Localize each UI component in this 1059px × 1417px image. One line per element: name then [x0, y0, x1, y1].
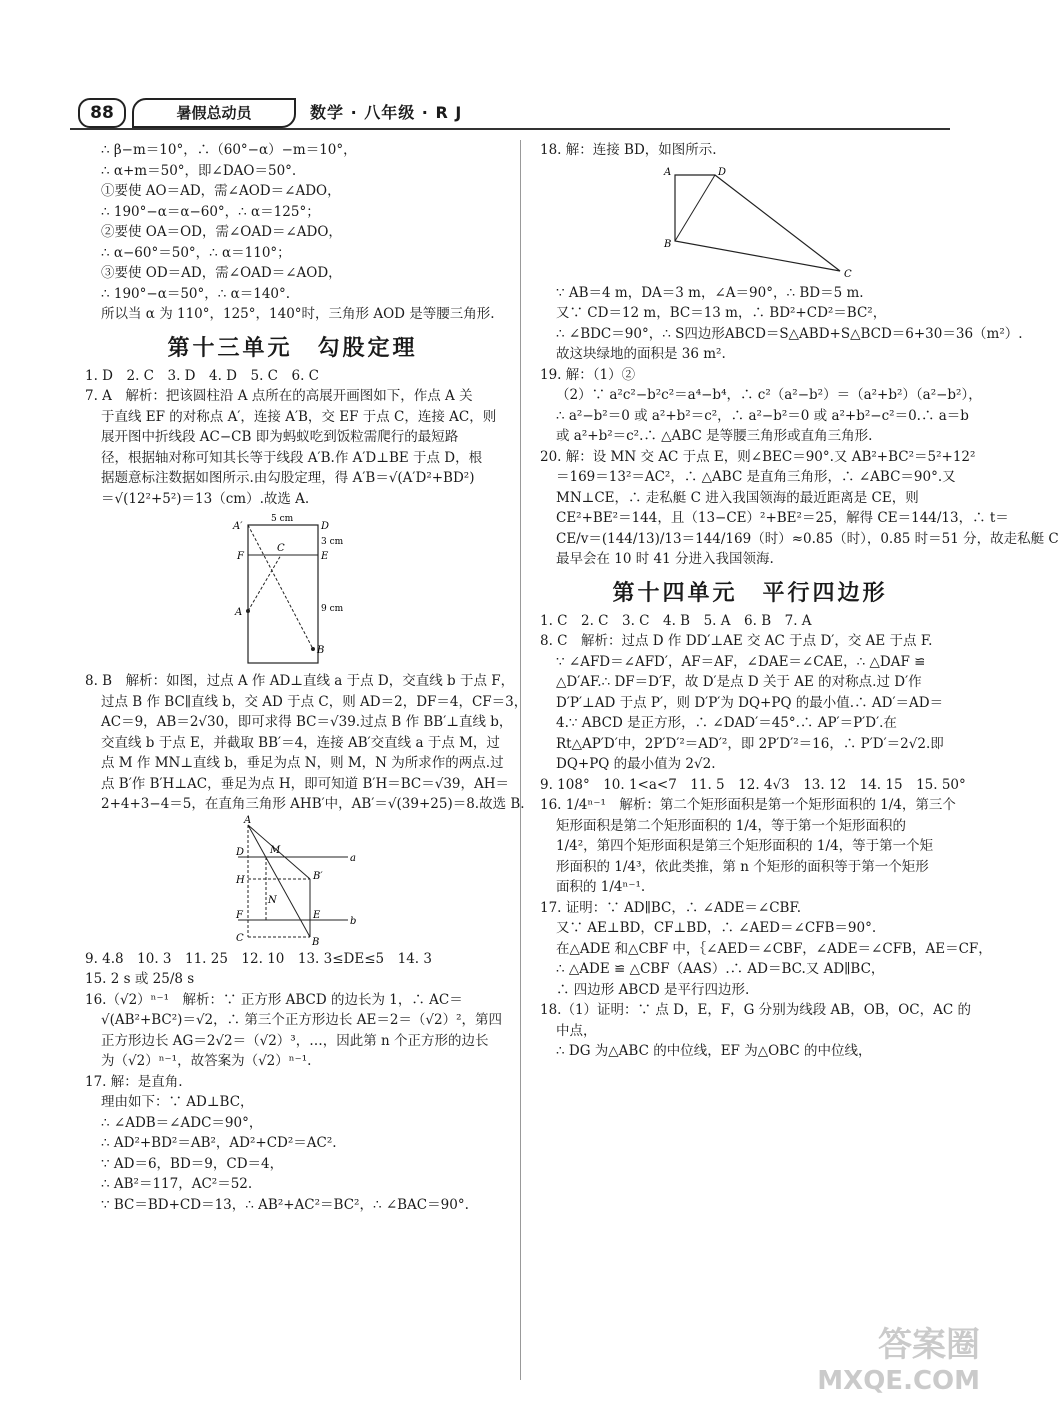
q17-line: 17. 解：是直角. [85, 1073, 183, 1090]
figure-q7-cylinder-unfold [213, 511, 373, 669]
fig8-point-m: M [269, 844, 280, 856]
q20-line: 20. 解：设 MN 交 AC 于点 E，则∠BEC＝90°.又 AB²+BC²＝5²+12² [540, 448, 976, 465]
q19-line: 19. 解：（1）② [540, 366, 636, 383]
q20-line: CE/v＝(144/13)/13＝144/169（时）≈0.85（时），0.85 时＝51 分，故走私艇 C [556, 530, 1059, 547]
page-number: 88 [78, 98, 126, 128]
text-line: ∴ α+m＝50°，即∠DAO＝50°. [101, 162, 297, 179]
fig18-point-d: D [718, 166, 727, 178]
q20-line: ＝169＝13²＝AC²，∴ △ABC 是直角三角形，∴ ∠ABC＝90°.又 [556, 469, 956, 485]
fig7-label-side: 9 cm [320, 604, 343, 614]
watermark-url: MXQE.COM [817, 1366, 980, 1396]
fig8-point-e: E [312, 909, 320, 921]
q8-line: DQ+PQ 的最小值为 2√2. [556, 756, 716, 772]
q16-line: √(AB²+BC²)＝√2，∴ 第三个正方形边长 AE＝2＝（√2）²，第四 [101, 1012, 503, 1028]
fig8-line-a: a [349, 852, 356, 864]
fig7-point-c: C [276, 543, 285, 554]
q18-line: 故这块绿地的面积是 36 m². [556, 346, 726, 362]
fig8-point-c: C [235, 932, 244, 944]
q18-line: ∴ ∠BDC＝90°，∴ S四边形ABCD＝S△ABD+S△BCD＝6+30＝36（m²）. [556, 325, 1023, 342]
q17-line: ∵ BC＝BD+CD＝13，∴ AB²+AC²＝BC²，∴ ∠BAC＝90°. [101, 1196, 469, 1213]
q8-line: D′P′⊥AD 于点 P′，则 D′P′为 DQ+PQ 的最小值.∴ AD′＝AD＝ [556, 694, 944, 711]
text-line: ∴ 190°−α＝50°，∴ α＝140°. [101, 285, 291, 302]
q8-line: 交直线 b 于点 E，并截取 BB′＝4，连接 AB′交直线 a 于点 M，过 [101, 734, 500, 751]
q16-line: 正方形边长 AG＝2√2＝（√2）³，…，因此第 n 个正方形的边长 [101, 1032, 489, 1049]
q19-line: 或 a²+b²＝c².∴ △ABC 是等腰三角形或直角三角形. [556, 428, 873, 444]
q17-line: ∴ △ADE ≌ △CBF（AAS）.∴ AD＝BC.又 AD∥BC， [556, 961, 885, 977]
fig7-point-e: E [320, 551, 328, 562]
fig8-point-f: F [235, 909, 243, 921]
q7-line: 展开图中折线段 AC−CB 即为蚂蚁吃到饭粒需爬行的最短路 [101, 429, 459, 445]
figure-q18-quadrilateral [640, 163, 860, 281]
text-line: ②要使 OA＝OD，需∠OAD＝∠ADO， [101, 224, 342, 240]
watermark [810, 1317, 980, 1407]
right-column [540, 140, 1059, 1062]
q16-line: 16. 1/4ⁿ⁻¹ 解析：第二个矩形面积是第一个矩形面积的 1/4，第三个 [540, 797, 956, 813]
figure-q8-parallel-lines [218, 814, 368, 948]
fig7-point-b: B [316, 645, 324, 656]
q8-line: 过点 B 作 BC∥直线 b，交 AD 于点 C，则 AD＝2，DF＝4，CF＝3， [101, 693, 528, 710]
q17-line: ∵ AD＝6，BD＝9，CD＝4， [101, 1155, 284, 1172]
q17-line: ∴ 四边形 ABCD 是平行四边形. [556, 981, 750, 998]
q7-line: 7. A 解析：把该圆柱沿 A 点所在的高展开画图如下，作点 A 关 [85, 388, 473, 404]
q8-line: 8. B 解析：如图，过点 A 作 AD⊥直线 a 于点 D，交直线 b 于点 F， [85, 673, 515, 689]
fig8-point-b: B [311, 936, 319, 948]
fig8-point-n: N [267, 894, 277, 906]
q8-line: AC＝9，AB＝2√30，即可求得 BC＝√39.过点 B 作 BB′⊥直线 b， [101, 714, 513, 730]
q16-line: 面积的 1/4ⁿ⁻¹. [556, 879, 646, 895]
answer-line: 9. 4.8 10. 3 11. 25 12. 10 13. 3≤DE≤5 14. 3 [85, 950, 432, 967]
q19-line: ∴ a²−b²＝0 或 a²+b²＝c²，∴ a²−b²＝0 或 a²+b²−c²＝0.∴ a＝b [556, 407, 969, 424]
text-line: ③要使 OD＝AD，需∠OAD＝∠AOD， [101, 265, 342, 281]
answer-line: 15. 2 s 或 25/8 s [85, 971, 195, 987]
unit-14-title: 第十四单元 平行四边形 [612, 580, 888, 606]
q20-line: CE²+BE²＝144，且（13−CE）²+BE²＝25，解得 CE＝144/13，∴ t＝ [556, 510, 1009, 526]
q18-line: ∵ AB＝4 m，DA＝3 m，∠A＝90°，∴ BD＝5 m. [556, 284, 864, 301]
left-column [85, 140, 528, 1215]
fig8-point-h: H [235, 874, 245, 886]
q18b-line: 18.（1）证明：∵ 点 D，E，F，G 分别为线段 AB，OB，OC，AC 的 [540, 1002, 971, 1018]
fig18-point-b: B [664, 238, 672, 250]
fig8-line-b: b [349, 915, 356, 927]
fig8-point-b1: B′ [312, 870, 323, 882]
q19-line: （2）∵ a²c²−b²c²＝a⁴−b⁴，∴ c²（a²−b²）＝（a²+b²）（a²−b²）， [556, 387, 982, 403]
q8-line: ∵ ∠AFD＝∠AFD′，AF＝AF，∠DAE＝∠CAE，∴ △DAF ≌ [556, 653, 926, 670]
q8-line: 点 M 作 MN⊥直线 b，垂足为点 N，则 M，N 为所求作的两点.过 [101, 755, 504, 771]
q18-line: 又∵ CD＝12 m，BC＝13 m，∴ BD²+CD²＝BC²， [556, 305, 887, 321]
answer-line: 9. 108° 10. 1<a<7 11. 5 12. 4√3 13. 12 14. 15 15. 50° [540, 776, 966, 793]
fig7-label-top: 5 cm [270, 514, 293, 524]
text-line: 所以当 α 为 110°，125°，140°时，三角形 AOD 是等腰三角形. [101, 306, 495, 322]
q17-line: ∴ AB²＝117，AC²＝52. [101, 1176, 253, 1192]
column-divider [520, 140, 521, 1380]
fig8-point-d: D [235, 846, 244, 858]
fig8-point-a: A [243, 814, 251, 826]
fig18-point-a: A [664, 166, 672, 178]
fig7-point-a1: A′ [232, 521, 242, 532]
q8-line: 8. C 解析：过点 D 作 DD′⊥AE 交 AC 于点 D′，交 AE 于点 F. [540, 633, 933, 649]
book-name: 暑假总动员 [132, 98, 296, 128]
fig7-point-a: A [234, 607, 242, 618]
q20-line: MN⊥CE，∴ 走私艇 C 进入我国领海的最近距离是 CE，则 [556, 489, 919, 506]
text-line: ∴ β−m＝10°，∴（60°−α）−m＝10°， [101, 142, 357, 158]
q17-line: ∴ ∠ADB＝∠ADC＝90°， [101, 1114, 263, 1131]
q16-line: 1/4²，第四个矩形面积是第三个矩形面积的 1/4，等于第一个矩 [556, 838, 934, 854]
answer-line: 1. D 2. C 3. D 4. D 5. C 6. C [85, 367, 319, 384]
q17-line: 在△ADE 和△CBF 中，｛∠AED＝∠CBF，∠ADE＝∠CFB，AE＝CF， [556, 940, 992, 957]
q17-line: 又∵ AE⊥BD，CF⊥BD，∴ ∠AED＝∠CFB＝90°. [556, 920, 877, 936]
q20-line: 最早会在 10 时 41 分进入我国领海. [556, 551, 774, 567]
text-line: ∴ α−60°＝50°，∴ α＝110°； [101, 244, 291, 261]
header-rule [70, 128, 950, 130]
q7-line: 于直线 EF 的对称点 A′，连接 A′B，交 EF 于点 C，连接 AC，则 [101, 408, 497, 425]
text-line: ①要使 AO＝AD，需∠AOD＝∠ADO， [101, 183, 341, 199]
q16-line: 16.（√2）ⁿ⁻¹ 解析：∵ 正方形 ABCD 的边长为 1，∴ AC＝ [85, 991, 463, 1008]
q18b-line: ∴ DG 为△ABC 的中位线，EF 为△OBC 的中位线， [556, 1043, 872, 1059]
q16-line: 矩形面积是第二个矩形面积的 1/4，等于第一个矩形面积的 [556, 817, 907, 834]
watermark-logo-text: 答案圈 [878, 1325, 980, 1365]
page-header [70, 92, 950, 130]
q17-line: 理由如下：∵ AD⊥BC， [101, 1094, 254, 1110]
q16-line: 为（√2）ⁿ⁻¹，故答案为（√2）ⁿ⁻¹. [101, 1053, 312, 1069]
q8-line: △D′AF.∴ DF＝D′F，故 D′是点 D 关于 AE 的对称点.过 D′作 [556, 674, 922, 690]
q16-line: 形面积的 1/4³，依此类推，第 n 个矩形的面积等于第一个矩形 [556, 858, 929, 875]
q8-line: 点 B′作 B′H⊥AC，垂足为点 H，即可知道 B′H＝BC＝√39，AH＝ [101, 775, 510, 792]
text-line: ∴ 190°−α＝α−60°，∴ α＝125°； [101, 203, 320, 220]
q17-line: 17. 证明：∵ AD∥BC，∴ ∠ADE＝∠CBF. [540, 899, 802, 916]
unit-13-title: 第十三单元 勾股定理 [167, 335, 418, 361]
q8-line: 4.∵ ABCD 是正方形，∴ ∠DAD′＝45°.∴ AP′＝P′D′.在 [556, 715, 897, 731]
fig7-label-mid: 3 cm [320, 537, 343, 547]
q17-line: ∴ AD²+BD²＝AB²，AD²+CD²＝AC². [101, 1135, 337, 1151]
fig7-point-d: D [320, 521, 329, 532]
q18b-line: 中点， [556, 1022, 597, 1039]
q7-line: 径，根据轴对称可知其长等于线段 A′B.作 A′D⊥BE 于点 D，根 [101, 449, 483, 466]
q8-line: 2+4+3−4＝5，在直角三角形 AHB′中，AB′＝√(39+25)＝8.故选 B. [101, 796, 525, 812]
answer-line: 1. C 2. C 3. C 4. B 5. A 6. B 7. A [540, 612, 812, 629]
fig7-point-f: F [236, 551, 244, 562]
q8-line: Rt△AP′D′中，2P′D′²＝AD′²，即 2P′D′²＝16，∴ P′D′＝2√2.即 [556, 735, 944, 752]
q7-line: 据题意标注数据如图所示.由勾股定理，得 A′B＝√(A′D²+BD²) [101, 470, 475, 486]
q18-line: 18. 解：连接 BD，如图所示. [540, 142, 717, 158]
subject-label: 数学 · 八年级 · R J [310, 103, 463, 122]
fig18-point-c: C [844, 268, 852, 280]
q7-line: ＝√(12²+5²)＝13（cm）.故选 A. [101, 490, 310, 507]
